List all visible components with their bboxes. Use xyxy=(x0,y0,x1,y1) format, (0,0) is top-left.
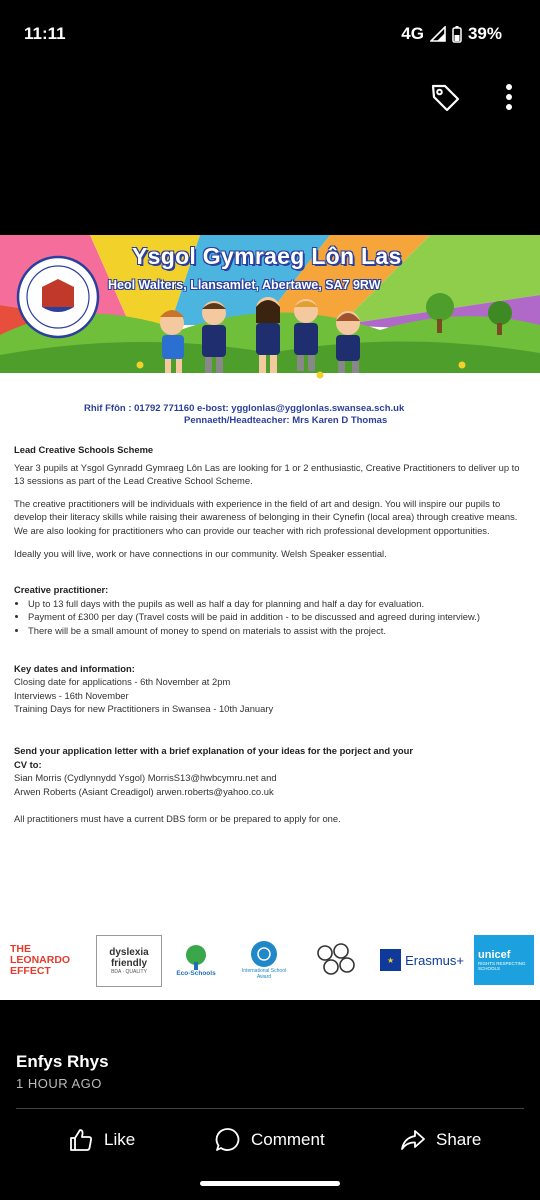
post-image[interactable] xyxy=(0,235,540,1000)
post-timestamp: 1 HOUR AGO xyxy=(16,1076,102,1091)
flower-icon xyxy=(311,941,359,979)
practitioner-list xyxy=(14,597,526,638)
share-label: Share xyxy=(436,1130,482,1149)
contact-line: Sian Morris (Cydlynnydd Ysgol) MorrisS13@hwbcymru.net and xyxy=(14,772,277,784)
like-button[interactable] xyxy=(68,1124,135,1156)
erasmus-logo: ★ Erasmus+ xyxy=(380,935,464,985)
partner-logos xyxy=(0,935,540,991)
signal-icon xyxy=(430,26,446,42)
eu-flag-icon: ★ xyxy=(380,949,401,971)
eco-schools-logo: Eco-Schools xyxy=(168,935,224,985)
poster-text xyxy=(14,443,526,826)
status-bar xyxy=(0,0,540,66)
list-item: • There will be a small amount of money to spend on materials to assist with the project. xyxy=(28,624,526,638)
divider xyxy=(16,1108,524,1109)
send-heading: Send your application letter with a brief explanation of your ideas for the porject and your CV to: xyxy=(14,744,414,770)
paragraph-2: The creative practitioners will be individuals with experience in the field of art and design. You will inspire our pupils to develop their literacy skills while raising their awareness of belonging in their Cynefin (local area) through creative means. We are also looking for practitioners who can provide our teacher with rich professional development opportunities. xyxy=(14,497,518,536)
tree-icon xyxy=(181,944,211,970)
status-indicators xyxy=(401,24,502,44)
share-icon xyxy=(400,1127,426,1153)
battery-level: 39% xyxy=(467,24,502,43)
contact-line: Arwen Roberts (Asiant Creadigol) arwen.roberts@yahoo.co.uk xyxy=(14,785,274,797)
comment-button[interactable] xyxy=(215,1124,325,1156)
list-item: • Up to 13 full days with the pupils as well as half a day for planning and half a day for evaluation. xyxy=(28,597,526,611)
like-label: Like xyxy=(104,1130,136,1149)
poster-heading: Lead Creative Schools Scheme xyxy=(14,444,154,455)
comment-label: Comment xyxy=(251,1130,325,1149)
list-item: • Payment of £300 per day (Travel costs will be paid in addition - to be discussed and agreed during interview.) xyxy=(28,610,526,624)
status-time: 11:11 xyxy=(24,24,66,43)
battery-icon xyxy=(452,26,462,43)
globe-icon xyxy=(250,940,278,968)
headteacher: Pennaeth/Headteacher: Mrs Karen D Thomas xyxy=(184,415,388,426)
comment-icon xyxy=(215,1127,241,1153)
network-label: 4G xyxy=(401,24,424,43)
date-line: Closing date for applications - 6th November at 2pm xyxy=(14,676,231,688)
flower-partner-logo xyxy=(304,935,366,985)
international-school-award-logo: International School Award xyxy=(234,935,294,985)
paragraph-3: Ideally you will live, work or have connections in our community. Welsh Speaker essential. xyxy=(14,547,387,559)
home-indicator[interactable] xyxy=(200,1181,340,1186)
practitioner-heading: Creative practitioner: xyxy=(14,584,109,596)
paragraph-1: Year 3 pupils at Ysgol Gynradd Gymraeg Lôn Las are looking for 1 or 2 enthusiastic, Creative Practitioners to deliver up to 13 sessions as part of the Lead Creative School Scheme. xyxy=(14,461,520,487)
post-author[interactable]: Enfys Rhys xyxy=(16,1052,109,1071)
more-vertical-icon[interactable] xyxy=(492,80,526,114)
tag-icon[interactable] xyxy=(428,80,462,114)
dbs-note: All practitioners must have a current DBS form or be prepared to apply for one. xyxy=(14,813,341,825)
leonardo-effect-logo: THE LEONARDO EFFECT xyxy=(10,942,71,977)
thumbs-up-icon xyxy=(68,1127,94,1153)
share-button[interactable] xyxy=(400,1124,481,1156)
school-contact: Rhif Ffôn : 01792 771160 e-bost: ygglonlas@ygglonlas.swansea.sch.uk xyxy=(84,403,405,414)
unicef-logo: unicef RIGHTS RESPECTING SCHOOLS xyxy=(474,935,534,985)
date-line: Interviews - 16th November xyxy=(14,689,129,701)
school-name: Ysgol Gymraeg Lôn Las xyxy=(132,243,402,269)
date-line: Training Days for new Practitioners in Swansea - 10th January xyxy=(14,703,274,715)
dyslexia-friendly-logo: dyslexia friendly BDA · QUALITY xyxy=(96,935,162,987)
dates-heading: Key dates and information: xyxy=(14,662,135,674)
school-address: Heol Walters, Llansamlet, Abertawe, SA7 9RW xyxy=(108,278,381,292)
